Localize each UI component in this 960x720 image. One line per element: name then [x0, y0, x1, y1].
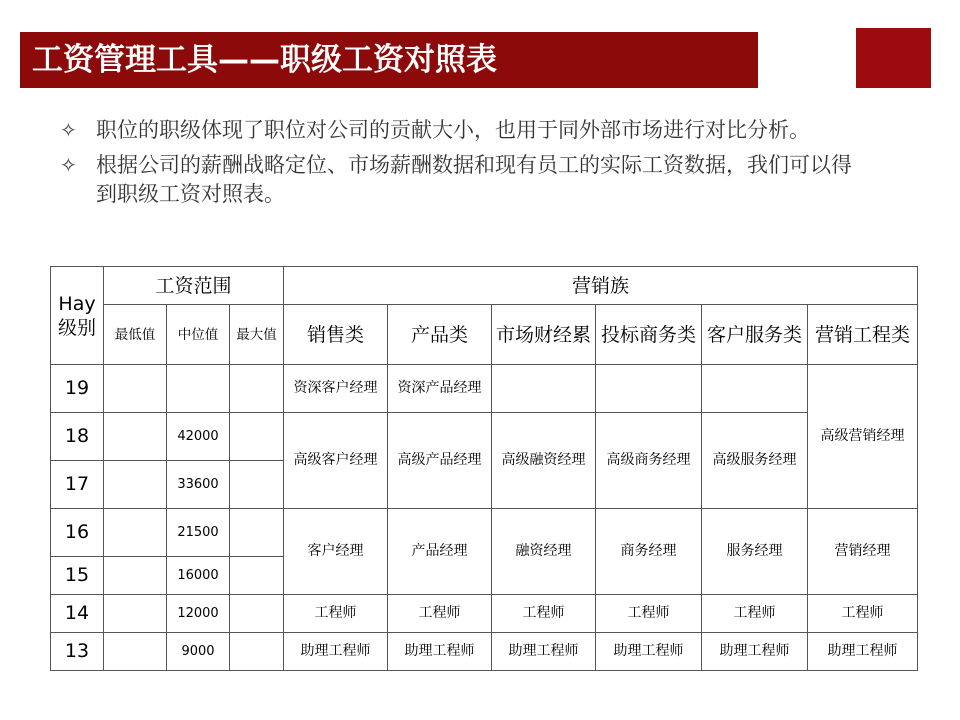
max-value-cell — [230, 461, 284, 509]
position-cell: 工程师 — [284, 595, 388, 633]
max-value-cell — [230, 633, 284, 671]
level-cell: 19 — [51, 365, 104, 413]
min-value-cell — [104, 633, 167, 671]
position-cell: 服务经理 — [702, 509, 808, 595]
grade-salary-table — [50, 266, 918, 671]
level-cell: 18 — [51, 413, 104, 461]
max-value-cell — [230, 509, 284, 557]
min-value-cell — [104, 461, 167, 509]
min-value-header: 最低值 — [104, 305, 167, 365]
position-cell: 助理工程师 — [808, 633, 918, 671]
min-value-cell — [104, 413, 167, 461]
max-value-cell — [230, 413, 284, 461]
level-cell: 15 — [51, 557, 104, 595]
position-cell: 助理工程师 — [284, 633, 388, 671]
max-value-cell — [230, 557, 284, 595]
diamond-bullet-icon: ✧ — [60, 118, 77, 142]
salary-range-header: 工资范围 — [104, 267, 284, 305]
hay-level-header: Hay级别 — [51, 267, 104, 365]
position-cell: 助理工程师 — [596, 633, 702, 671]
bullet-text: 职位的职级体现了职位对公司的贡献大小，也用于同外部市场进行对比分析。 — [96, 118, 810, 142]
position-cell — [492, 365, 596, 413]
median-value-cell: 42000 — [167, 413, 230, 461]
family-column-header: 市场财经累 — [492, 305, 596, 365]
family-column-header: 营销工程类 — [808, 305, 918, 365]
median-value-header: 中位值 — [167, 305, 230, 365]
position-cell: 产品经理 — [388, 509, 492, 595]
min-value-cell — [104, 509, 167, 557]
level-cell: 13 — [51, 633, 104, 671]
min-value-cell — [104, 557, 167, 595]
median-value-cell: 21500 — [167, 509, 230, 557]
family-column-header: 客户服务类 — [702, 305, 808, 365]
level-cell: 14 — [51, 595, 104, 633]
diamond-bullet-icon: ✧ — [60, 153, 77, 177]
title-bar — [20, 32, 758, 88]
median-value-cell: 9000 — [167, 633, 230, 671]
position-cell: 资深客户经理 — [284, 365, 388, 413]
position-cell: 高级客户经理 — [284, 413, 388, 509]
median-value-cell: 12000 — [167, 595, 230, 633]
family-header: 营销族 — [284, 267, 918, 305]
position-cell: 高级服务经理 — [702, 413, 808, 509]
family-column-header: 投标商务类 — [596, 305, 702, 365]
position-cell: 客户经理 — [284, 509, 388, 595]
position-cell: 商务经理 — [596, 509, 702, 595]
position-cell: 高级产品经理 — [388, 413, 492, 509]
page-title: 工资管理工具——职级工资对照表 — [32, 42, 497, 78]
min-value-cell — [104, 595, 167, 633]
position-cell: 工程师 — [492, 595, 596, 633]
max-value-cell — [230, 365, 284, 413]
position-cell: 工程师 — [702, 595, 808, 633]
bullet-list — [60, 116, 860, 215]
position-cell: 助理工程师 — [702, 633, 808, 671]
position-cell: 营销经理 — [808, 509, 918, 595]
position-cell: 资深产品经理 — [388, 365, 492, 413]
median-value-cell: 33600 — [167, 461, 230, 509]
bullet-text: 根据公司的薪酬战略定位、市场薪酬数据和现有员工的实际工资数据，我们可以得到职级工资对照表。 — [96, 153, 852, 206]
position-cell: 助理工程师 — [492, 633, 596, 671]
bullet-item — [60, 116, 860, 145]
bullet-item — [60, 151, 860, 209]
position-cell: 高级融资经理 — [492, 413, 596, 509]
position-cell: 工程师 — [596, 595, 702, 633]
corner-decoration — [856, 28, 931, 88]
position-cell — [596, 365, 702, 413]
family-column-header: 产品类 — [388, 305, 492, 365]
level-cell: 16 — [51, 509, 104, 557]
position-cell — [702, 365, 808, 413]
position-cell: 工程师 — [388, 595, 492, 633]
max-value-header: 最大值 — [230, 305, 284, 365]
max-value-cell — [230, 595, 284, 633]
position-cell: 高级营销经理 — [808, 365, 918, 509]
family-column-header: 销售类 — [284, 305, 388, 365]
min-value-cell — [104, 365, 167, 413]
median-value-cell — [167, 365, 230, 413]
position-cell: 高级商务经理 — [596, 413, 702, 509]
median-value-cell: 16000 — [167, 557, 230, 595]
level-cell: 17 — [51, 461, 104, 509]
position-cell: 融资经理 — [492, 509, 596, 595]
position-cell: 助理工程师 — [388, 633, 492, 671]
position-cell: 工程师 — [808, 595, 918, 633]
